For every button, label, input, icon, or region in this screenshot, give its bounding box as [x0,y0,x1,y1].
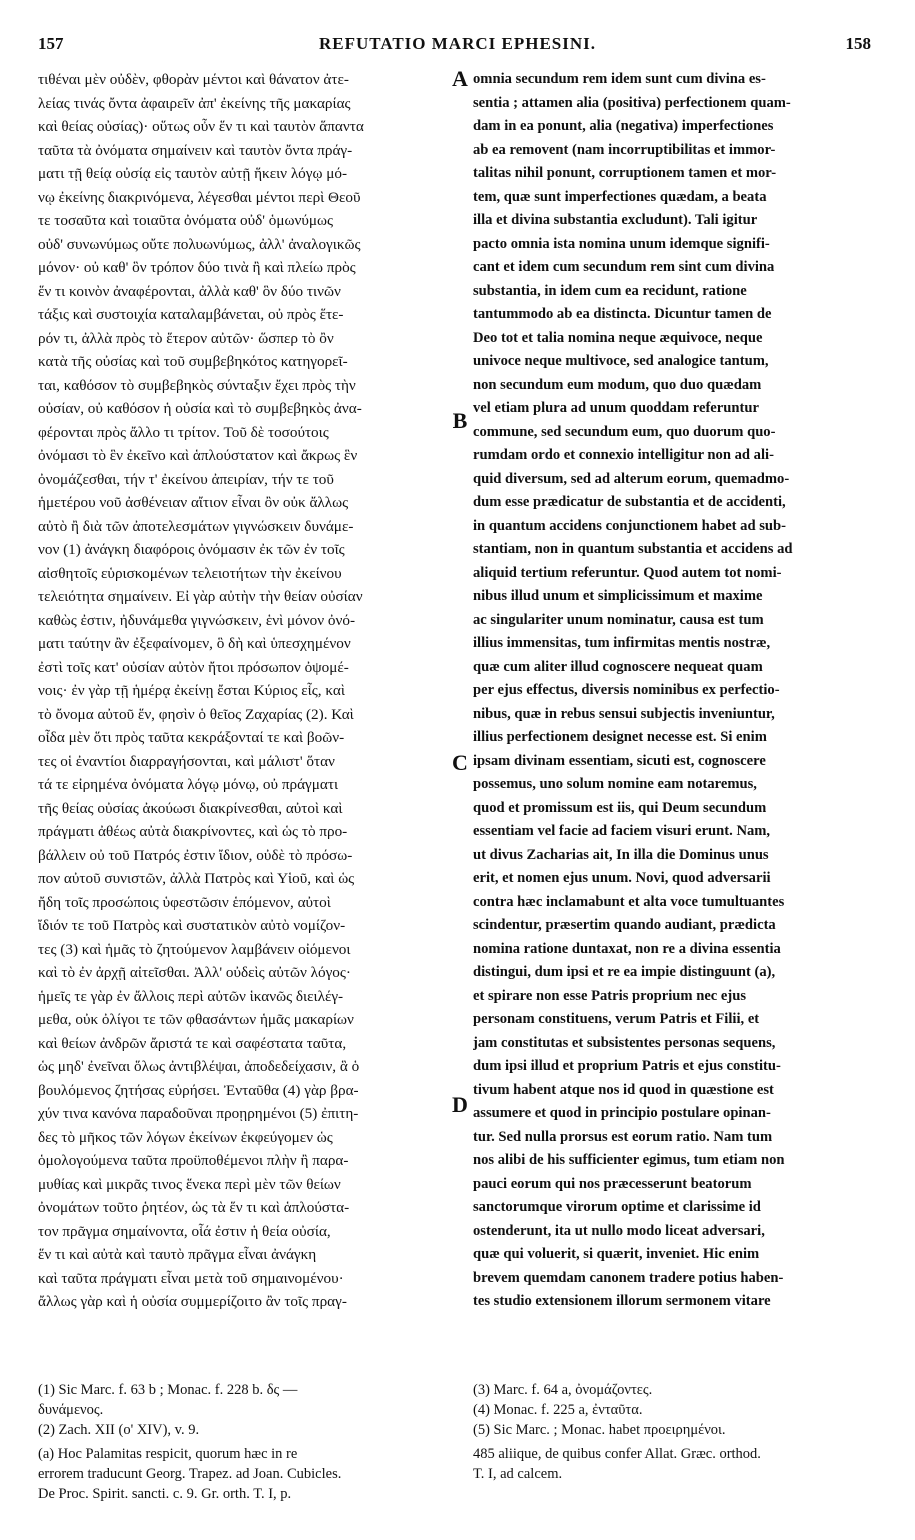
latin-text-line: contra hæc inclamabunt et alta voce tumultuantes [473,893,785,910]
latin-text-line: essentiam vel facie ad faciem visuri erunt. Nam, [473,823,771,839]
greek-text-line: ὁμολογούμενα ταῦτα προϋποθέμενοι πλὴν ἢ παρα- [38,1152,349,1169]
latin-text-line: cant et idem cum secundum rem sint cum divina [473,259,775,275]
greek-text-line: ματι τῇ θείᾳ οὐσίᾳ εἰς ταυτὸν αὐτῇ ἥκειν λόγῳ μό- [38,165,348,182]
latin-text-line: tes studio extensionem illorum sermonem vitare [473,1293,771,1309]
greek-text-line: ἐστὶ τοῖς κατ' οὐσίαν αὐτὸν ἤτοι πρόσωπον ὀψομέ- [38,658,349,676]
greek-text-line: καὶ θείας οὐσίας)· οὕτως οὖν ἕν τι καὶ ταυτὸν ἅπαντα [38,118,364,135]
greek-text-line: ἕν τι καὶ αὐτὰ καὶ ταυτὸ πρᾶγμα εἶναι ἀνάγκη [38,1246,317,1263]
greek-text-line: λείας τινάς ὄντα ἀφαιρεῖν ἀπ' ἐκείνης τῆς μακαρίας [38,94,351,112]
latin-text-line: nibus, quæ in rebus sensui subjectis inveniuntur, [473,705,775,722]
footnote-continuation [473,1444,873,1484]
greek-text-line: ματι ταύτην ἂν ἐξεφαίνομεν, ὃ δὴ καὶ ὑπεσχημένον [38,635,351,652]
greek-text-line: οἶδα μὲν ὅτι πρὸς ταῦτα κεκράξονταί τε καὶ βοῶν- [38,729,345,746]
latin-text-line: et spirare non esse Patris proprium nec ejus [473,987,747,1004]
latin-text-line: talitas nihil ponunt, corruptionem tamen et mor- [473,165,777,181]
latin-text-line: tivum habent atque nos id quod in quæstione est [473,1081,774,1098]
greek-text-line: τες οἱ ἐναντίοι διαρραγήσονται, καὶ μάλιστ' ὅταν [38,752,335,770]
greek-text-line: καὶ θείων ἀνδρῶν ἄριστά τε καὶ σαφέστατα ταῦτα, [38,1034,347,1052]
greek-text-line: πον αὐτοῦ συνιστῶν, ἀλλὰ Πατρὸς καὶ Υἱοῦ, καὶ ὡς [38,870,355,887]
latin-text-line: quid diversum, sed ad alterum eorum, quemadmo- [473,470,790,487]
latin-text-line: in quantum accidens conjunctionem habet ad sub- [473,517,787,534]
running-title: REFUTATIO MARCI EPHESINI. [318,34,597,53]
latin-text-line: dam in ea ponunt, alia (negativa) imperfectiones [473,118,774,134]
greek-text-line: τε τοσαῦτα καὶ τοιαῦτα ὀνόματα οὐδ' ὁμωνύμως [38,212,334,229]
latin-text-line: ostenderunt, ita ut nullo modo liceat adversari, [473,1222,765,1239]
greek-text-line: ἄλλως γὰρ καὶ ἡ οὐσία συμμερίζοιτο ἂν τοῖς πραγ- [38,1293,347,1310]
latin-text-line: omnia secundum rem idem sunt cum divina es- [473,71,766,87]
footnote-line: (3) Marc. f. 64 a, ὀνομάζοντες. [473,1382,653,1398]
latin-text-line: possemus, uno solum nomine eam notaremus, [473,776,757,792]
latin-text-line: illius perfectionem designet necesse est. Si enim [473,729,767,745]
latin-text-line: univoce neque multivoce, sed analogice tantum, [473,353,769,369]
greek-text-line: αὐτὸ ἢ διὰ τῶν ἀποτελεσμάτων γιγνώσκειν δυνάμε- [38,517,354,535]
running-header [0,34,915,62]
greek-text-line: μόνον· οὐ καθ' ὃν τρόπον δύο τινὰ ἢ καὶ πλείω πρὸς [38,259,356,276]
section-marker-c: C [452,750,468,775]
latin-text-line: brevem quemdam canonem tradere potius haben- [473,1269,784,1286]
latin-text-line: commune, sed secundum eum, quo duorum quo- [473,423,776,440]
footnote-line: errorem traducunt Georg. Trapez. ad Joan. Cubicles. [38,1466,342,1482]
greek-text-line: ὡς μηδ' ἐνεῖναι ὅλως ἀντιβλέψαι, ἀποδεδείχασιν, ἃ ὁ [38,1058,360,1075]
latin-text-line: vel etiam plura ad unum quoddam referuntur [473,400,759,416]
latin-text-line: ipsam divinam essentiam, sicuti est, cognoscere [473,752,766,769]
latin-text-line: pacto omnia ista nomina unum idemque signifi- [473,235,770,252]
footnotes-editor [38,1444,450,1504]
greek-text-line: δες τὸ μῆκος τῶν λόγων ἐκείνων ἐκφεύγομεν ὡς [38,1128,333,1146]
latin-text-line: jam constitutas et subsistentes personas sequens, [473,1034,776,1051]
footnotes-latin [473,1380,873,1440]
latin-text-line: illius immensitas, tum infirmitas mentis nostræ, [473,635,771,651]
footnote-line: 485 aliique, de quibus confer Allat. Græc. orthod. [473,1446,761,1462]
footnotes-greek [38,1380,450,1440]
greek-text-line: τὸ ὄνομα αὐτοῦ ἕν, φησὶν ὁ θεῖος Ζαχαρίας (2). Καὶ [38,705,354,723]
footnote-line: (2) Zach. XII (ο' XIV), v. 9. [38,1422,200,1438]
greek-text-line: ἕν τι κοινὸν ἀναφέρονται, ἀλλὰ καθ' ὃν δύο τινῶν [38,282,341,300]
latin-text-line: ac singulariter unum nominatur, causa est tum [473,611,764,628]
latin-text-line: dum ipsi illud et proprium Patris et ejus constitu- [473,1058,781,1074]
latin-text-line: Deo tot et talia nomina neque æquivoce, neque [473,329,763,346]
latin-text-line: quæ cum aliter illud cognoscere nequeat quam [473,658,763,675]
latin-text-line: erit, et nomen ejus unum. Novi, quod adversarii [473,870,771,886]
greek-text-line: νοις· ἐν γὰρ τῇ ἡμέρᾳ ἐκείνῃ ἔσται Κύριος εἷς, καὶ [38,682,345,699]
latin-text-line: nibus illud unum et simplicissimum et maxime [473,588,763,604]
greek-text-line: τελειότητα σημαίνειν. Εἰ γὰρ αὐτὴν τὴν θείαν οὐσίαν [38,588,363,605]
greek-text-line: κατὰ τῆς οὐσίας καὶ τοῦ συμβεβηκότος κατηγορεῖ- [38,353,348,370]
latin-text-line: non secundum eum modum, quo duo quædam [473,376,762,393]
greek-text-line: βάλλειν οὐ τοῦ Πατρός ἐστιν ἴδιον, οὐδὲ τὸ πρόσω- [38,846,353,864]
latin-text-line: assumere et quod in principio postulare opinan- [473,1105,771,1121]
greek-text-line: μεθα, οὐκ ὀλίγοι τε τῶν φθασάντων ἡμᾶς μακαρίων [38,1011,354,1028]
greek-text-line: τάξις καὶ συστοιχία καταλαμβάνεται, οὐ πρὸς ἕτε- [38,306,344,323]
latin-text-line: sentia ; attamen alia (positiva) perfectionem quam- [473,94,791,111]
footnote-line: (5) Sic Marc. ; Monac. habet προειρημένοι. [473,1422,726,1438]
greek-text-line: ται, καθόσον τὸ συμβεβηκὸς σύνταξιν ἔχει πρὸς τὴν [38,376,356,394]
greek-text-line: οὐδ' συνωνύμως οὔτε πολυωνύμως, ἀλλ' ἀναλογικῶς [38,235,361,253]
greek-text-line: ρόν τι, ἀλλὰ πρὸς τὸ ἕτερον αὐτῶν· ὥσπερ τὸ ὂν [38,329,334,347]
greek-text-line: οὐσίαν, οὐ καθόσον ἡ οὐσία καὶ τὸ συμβεβηκὸς ἀνα- [38,400,362,417]
greek-text-line: τιθέναι μὲν οὐδὲν, φθορὰν μέντοι καὶ θάνατον ἀτε- [38,71,349,88]
section-marker-b: B [452,408,468,433]
page-number-left: 157 [38,34,64,53]
latin-text-line: sanctorumque virorum optime et clarissime id [473,1199,761,1215]
greek-text-line: χύν τινα κανόνα παραδοῦναι προῃρημένοι (5) ἐπιτη- [38,1105,359,1122]
latin-text-line: nos alibi de his sufficienter egimus, tum etiam non [473,1152,785,1168]
latin-text-line: ut divus Zacharias ait, In illa die Dominus unus [473,846,769,863]
greek-text-line: ὀνομάτων τοῦτο ῥητέον, ὡς τὰ ἕν τι καὶ ἁπλούστα- [38,1199,350,1216]
greek-text-line: ἤδη τοῖς προσώποις ὑφεστῶσιν ἑπόμενον, αὐτοὶ [38,893,331,911]
latin-text-column [473,68,873,1314]
latin-text-line: aliquid tertium referuntur. Quod autem tot nomi- [473,564,782,581]
footnote-line: De Proc. Spirit. sancti. c. 9. Gr. orth. T. I, p. [38,1486,292,1502]
latin-text-line: personam constituens, verum Patris et Filii, et [473,1011,760,1027]
latin-text-line: pauci eorum qui nos præcesserunt beatorum [473,1175,752,1192]
greek-text-line: μυθίας καὶ μικρᾶς τινος ἕνεκα περὶ μὲν τῶν θείων [38,1175,341,1193]
latin-text-line: scindentur, præsertim quando audiant, prædicta [473,917,776,933]
greek-text-line: φέρονται πρὸς ἄλλο τι τρίτον. Τοῦ δὲ τοσούτοις [38,423,329,441]
latin-text-line: illa et divina substantia excludunt). Tali igitur [473,212,758,228]
latin-text-line: tur. Sed nulla prorsus est eorum ratio. Nam tum [473,1128,773,1145]
greek-text-line: ταῦτα τὰ ὀνόματα σημαίνειν καὶ ταυτὸν ὄντα πράγ- [38,141,353,159]
greek-text-line: νον (1) ἀνάγκη διαφόροις ὀνόμασιν ἐκ τῶν ἐν τοῖς [38,541,345,558]
greek-text-line: βουλόμενος ζητήσας εὑρήσει. Ἐνταῦθα (4) γὰρ βρα- [38,1081,359,1099]
section-marker-d: D [452,1092,468,1117]
latin-text-line: quod et promissum est iis, qui Deum secundum [473,799,767,816]
greek-text-line: πράγματι ἀθέως αὐτὰ διακρίνοντες, καὶ ὡς τὸ προ- [38,823,348,840]
greek-text-line: αἰσθητοῖς εὑρισκομένων τελειοτήτων τὴν ἐκείνου [38,564,342,582]
greek-text-line: καὶ ταῦτα πράγματι εἶναι μετὰ τοῦ σημαινομένου· [38,1269,344,1287]
footnote-line: (4) Monac. f. 225 a, ἐνταῦτα. [473,1402,643,1418]
greek-text-line: ἡμεῖς τε γὰρ ἐν ἄλλοις περὶ αὐτῶν ἱκανῶς διειλέγ- [38,987,344,1005]
footnote-line: (1) Sic Marc. f. 63 b ; Monac. f. 228 b. δς — [38,1382,298,1398]
footnote-line: δυνάμενος. [38,1402,104,1418]
latin-text-line: per ejus effectus, diversis nominibus ex perfectio- [473,682,780,698]
latin-text-line: tem, quæ sunt imperfectiones quædam, a beata [473,188,767,205]
greek-text-line: τες (3) καὶ ἡμᾶς τὸ ζητούμενον λαμβάνειν οἰόμενοι [38,940,351,958]
latin-text-line: distingui, dum ipsi et re ea impie distinguunt (a), [473,964,776,980]
footnote-line: T. I, ad calcem. [473,1466,563,1482]
latin-text-line: quæ qui voluerit, si quærit, inveniet. Hic enim [473,1246,760,1262]
latin-text-line: nomina ratione duntaxat, non re a divina essentia [473,940,781,957]
greek-text-line: καὶ τὸ ἐν ἀρχῇ αἰτεῖσθαι. Ἀλλ' οὐδεὶς αὐτῶν λόγος· [38,964,351,981]
greek-text-line: νῳ ἐκείνης διακρινόμενα, λέγεσθαι μέντοι περὶ Θεοῦ [38,188,361,206]
greek-text-line: τά τε εἰρημένα ὀνόματα λόγῳ μόνῳ, οὐ πράγματι [38,776,339,793]
section-marker-a: A [452,66,468,91]
greek-text-line: τῆς θείας οὐσίας ἀκούωσι διακρίνεσθαι, αὐτοὶ καὶ [38,799,343,817]
greek-text-column [38,68,450,1314]
page-number-right: 158 [845,34,871,53]
greek-text-line: ἴδιόν τε τοῦ Πατρὸς καὶ συστατικὸν αὐτὸ νομίζον- [38,917,346,934]
latin-text-line: tantummodo ab ea distincta. Dicuntur tamen de [473,306,772,322]
greek-text-line: ὀνόμασι τὸ ἓν ἐκεῖνο καὶ ἁπλούστατον καὶ ἄκρως ἓν [38,447,358,464]
greek-text-line: καθὼς ἐστιν, ἠδυνάμεθα γιγνώσκειν, ἑνὶ μόνον ὀνό- [38,611,356,629]
greek-text-line: ὀνομάζεσθαι, τήν τ' ἐκείνου ἀπειρίαν, τήν τε τοῦ [38,470,334,488]
footnote-line: (a) Hoc Palamitas respicit, quorum hæc in re [38,1446,298,1462]
latin-text-line: dum esse prædicatur de substantia et de accidenti, [473,494,786,510]
greek-text-line: τον πρᾶγμα σημαίνοντα, οἷά ἐστιν ἡ θεία οὐσία, [38,1222,331,1240]
latin-text-line: stantiam, non in quantum substantia et accidens ad [473,541,793,557]
latin-text-line: rumdam ordo et connexio intelligitur non ad ali- [473,447,774,463]
greek-text-line: ἡμετέρου νοῦ ἀσθένειαν αἴτιον εἶναι ὂν οὐκ ἄλλως [38,494,349,511]
latin-text-line: ab ea removent (nam incorruptibilitas et immor- [473,141,776,158]
latin-text-line: substantia, in idem cum ea recidunt, ratione [473,282,747,299]
